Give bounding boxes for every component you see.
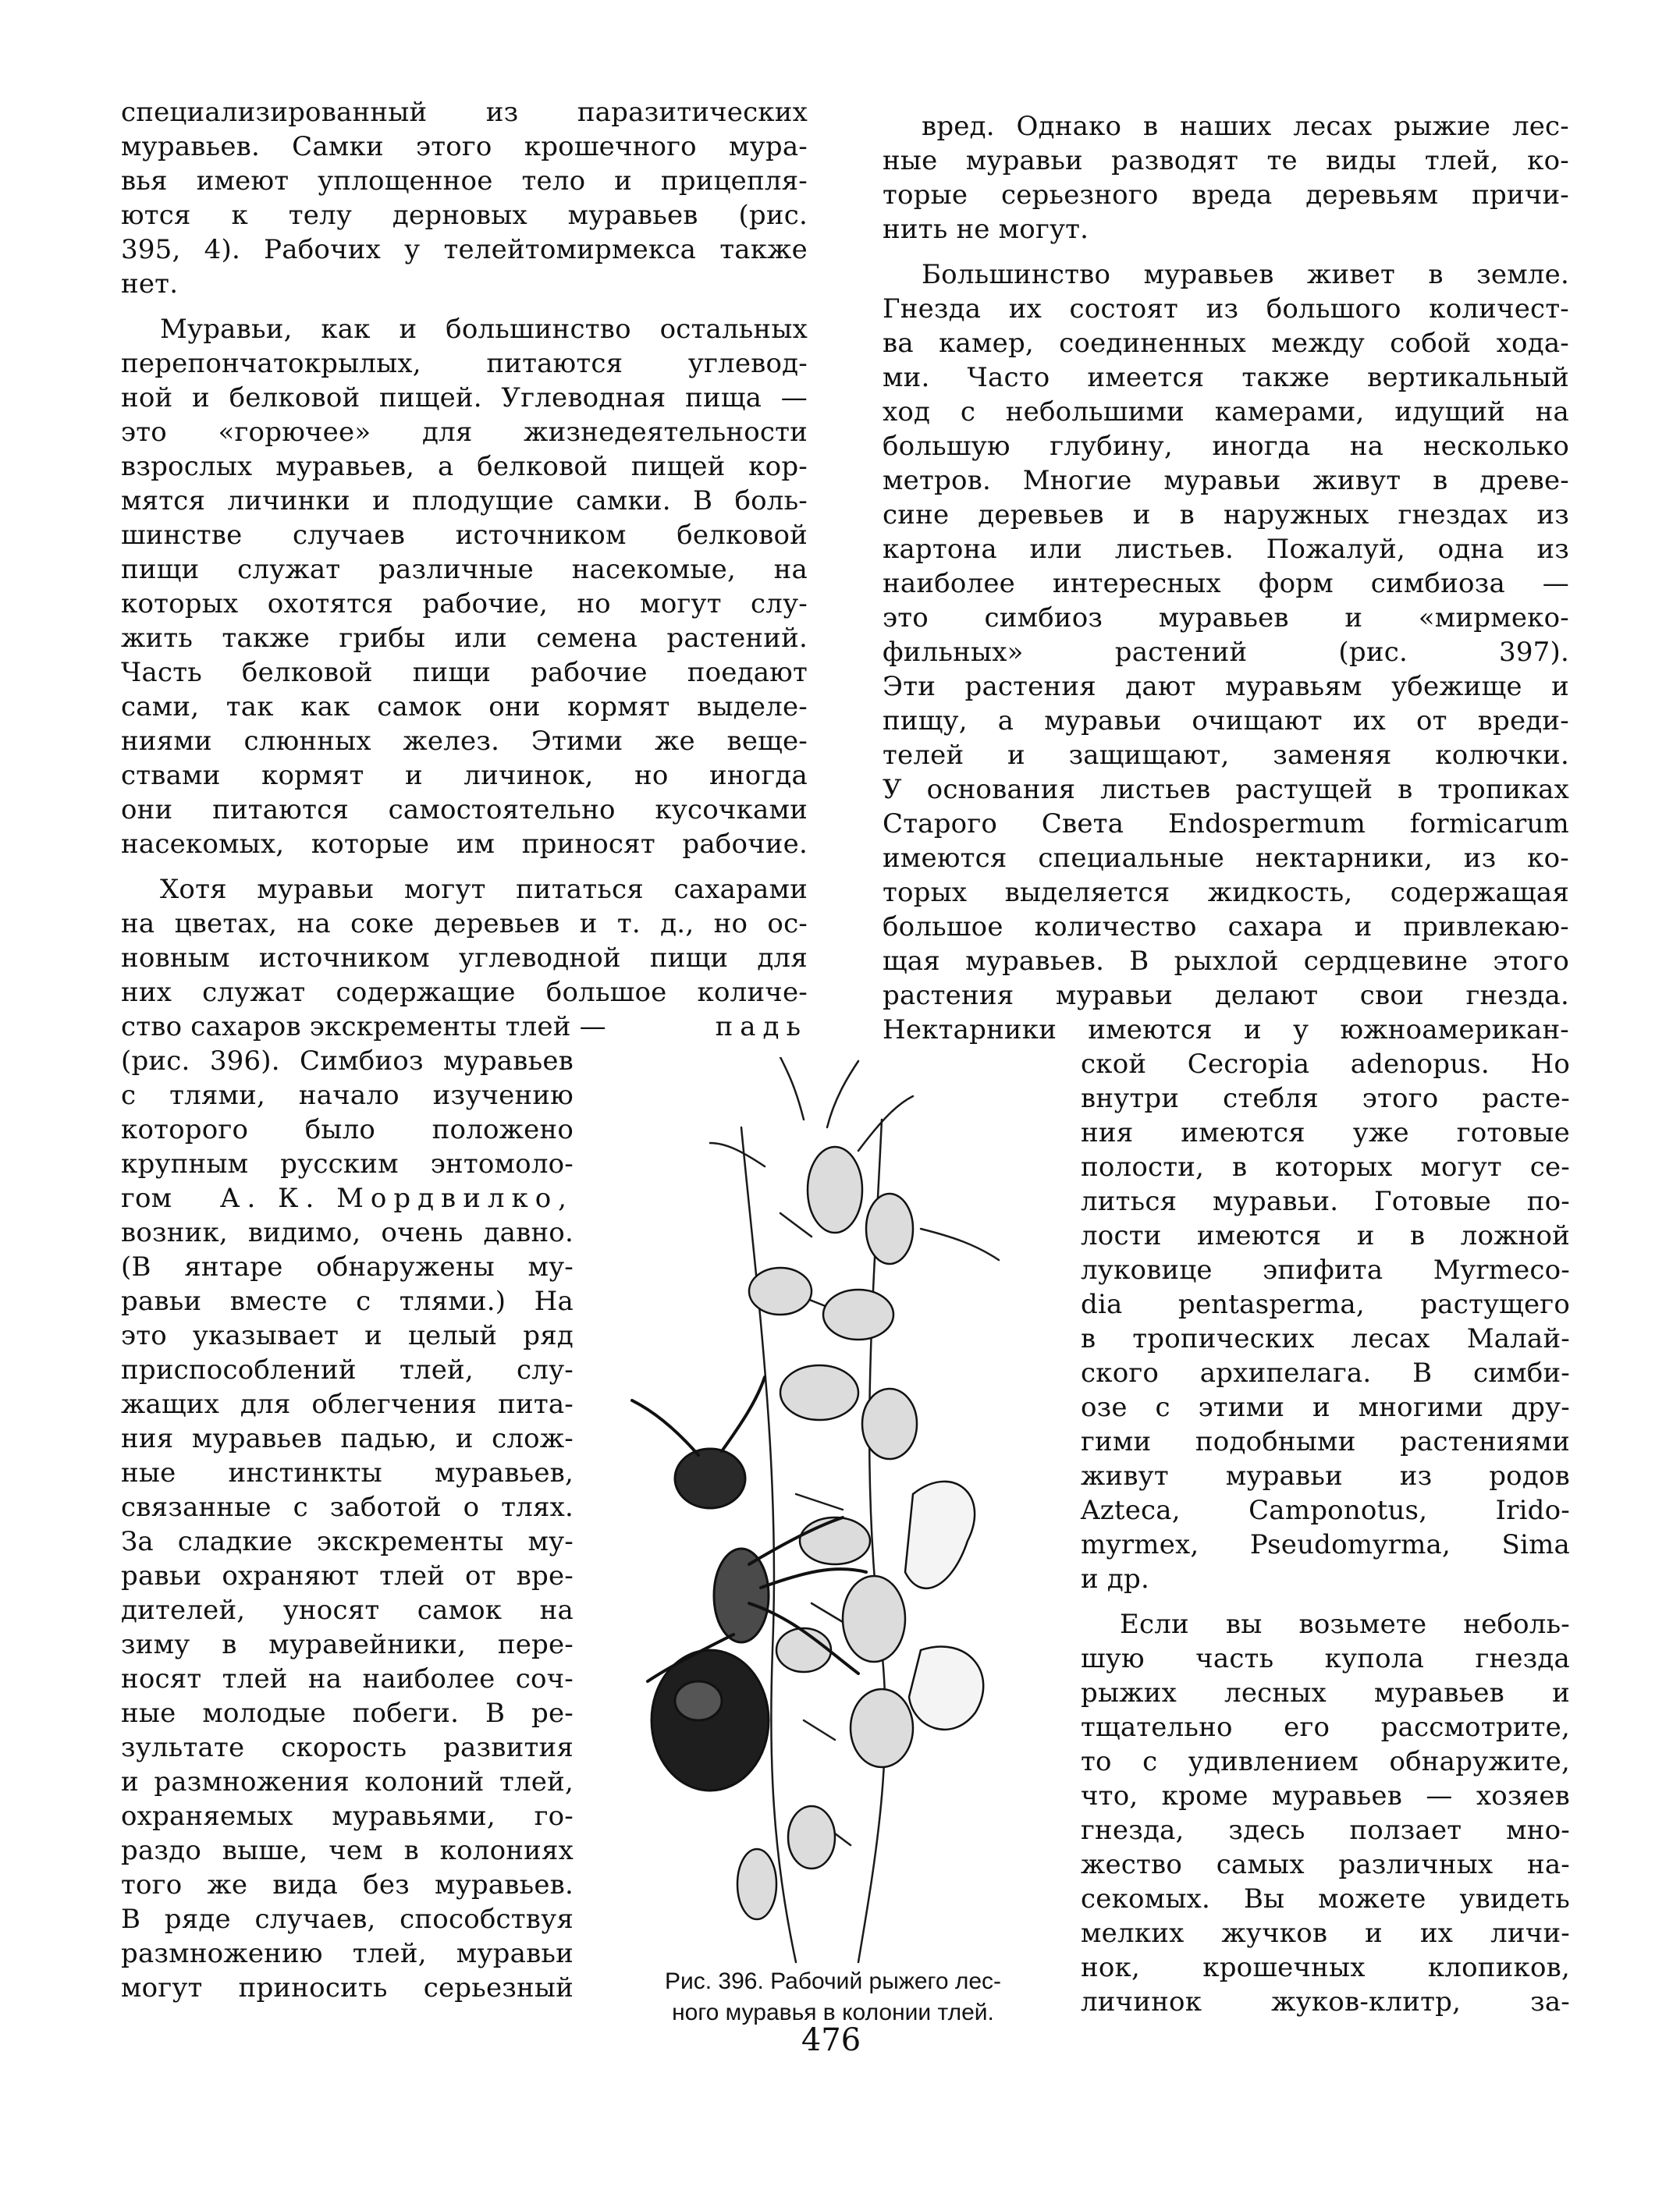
- text-line: ния имеются уже готовые: [1081, 1117, 1570, 1148]
- text-line: секомых. Вы можете увидеть: [1081, 1883, 1570, 1915]
- text-line: они питаются самостоятельно кусочками: [121, 794, 808, 825]
- text-line: равьи охраняют тлей от вре-: [121, 1560, 574, 1592]
- text-line: Хотя муравьи могут питаться сахарами: [160, 874, 808, 905]
- text-line: вред. Однако в наших лесах рыжие лес-: [922, 111, 1569, 142]
- text-line: шую часть купола гнезда: [1081, 1643, 1570, 1674]
- text-line: возник, видимо, очень давно.: [121, 1217, 574, 1248]
- text-line: ми. Часто имеется также вертикальный: [883, 362, 1569, 393]
- text-line: озе с этими и многими дру-: [1081, 1392, 1570, 1423]
- text-line: внутри стебля этого расте-: [1081, 1083, 1570, 1114]
- text-line: что, кроме муравьев — хозяев: [1081, 1780, 1570, 1812]
- text-line: щая муравьев. В рыхлой сердцевине этого: [883, 946, 1569, 977]
- text-line: живут муравьи из родов: [1081, 1461, 1570, 1492]
- text-line: ния муравьев падью, и слож-: [121, 1423, 574, 1454]
- text-line: жащих для облегчения пита-: [121, 1389, 574, 1420]
- text-line: гими подобными растениями: [1081, 1426, 1570, 1457]
- text-line: торые серьезного вреда деревьям причи-: [883, 179, 1569, 211]
- text-line: с тлями, начало изучению: [121, 1080, 574, 1111]
- text-line: За сладкие экскременты му-: [121, 1526, 574, 1557]
- text-line: размножению тлей, муравьи: [121, 1938, 574, 1969]
- text-line: нить не могут.: [883, 214, 1089, 245]
- text-line: ского архипелага. В симби-: [1081, 1358, 1570, 1389]
- figure-caption-line: Рис. 396. Рабочий рыжего лес-: [664, 1968, 1002, 1994]
- text-line: то с удивлением обнаружите,: [1081, 1746, 1570, 1777]
- text-line: имеются специальные нектарники, из ко-: [883, 843, 1569, 874]
- text-line: гнезда, здесь ползает мно-: [1081, 1815, 1570, 1846]
- text-line: них служат содержащие большое количе-: [121, 977, 808, 1008]
- text-line: насекомых, которые им приносят рабочие.: [121, 829, 808, 860]
- text-line: ные муравьи разводят те виды тлей, ко-: [883, 145, 1569, 176]
- text-line: луковице эпифита Myrmeco-: [1081, 1255, 1570, 1286]
- text-line: Большинство муравьев живет в земле.: [922, 259, 1569, 290]
- text-line: взрослых муравьев, а белковой пищей кор-: [121, 451, 808, 482]
- text-line: нет.: [121, 268, 179, 300]
- text-line: это указывает и целый ряд: [121, 1320, 574, 1351]
- text-line: носят тлей на наиболее соч-: [121, 1663, 574, 1695]
- text-line: нок, крошечных клопиков,: [1081, 1952, 1570, 1983]
- text-line: Старого Света Endospermum formicarum: [883, 808, 1569, 839]
- text-line: муравьев. Самки этого крошечного мура-: [121, 131, 808, 162]
- text-line: (В янтаре обнаружены му-: [121, 1251, 574, 1283]
- text-fragment: гом: [121, 1183, 172, 1214]
- text-line: вья имеют уплощенное тело и прицепля-: [121, 165, 808, 197]
- text-line: картона или листьев. Пожалуй, одна из: [883, 534, 1569, 565]
- text-line: телей и защищают, заменяя колючки.: [883, 740, 1569, 771]
- text-line: ются к телу дерновых муравьев (рис.: [121, 200, 808, 231]
- page-number: 476: [801, 2022, 861, 2058]
- ant-aphid-illustration-icon: [624, 1057, 1061, 1966]
- text-line: специализированный из паразитических: [121, 97, 808, 128]
- text-line: дителей, уносят самок на: [121, 1595, 574, 1626]
- text-line: У основания листьев растущей в тропиках: [883, 774, 1569, 805]
- text-line: раздо выше, чем в колониях: [121, 1835, 574, 1866]
- text-line: новным источником углеводной пищи для: [121, 942, 808, 974]
- text-line: крупным русским энтомоло-: [121, 1148, 574, 1180]
- text-line: сине деревьев и в наружных гнездах из: [883, 499, 1569, 531]
- text-line: мятся личинки и плодущие самки. В боль-: [121, 485, 808, 516]
- text-line: пищу, а муравьи очищают их от вреди-: [883, 705, 1569, 737]
- text-line: охраняемых муравьями, го-: [121, 1801, 574, 1832]
- text-line: Если вы возьмете неболь-: [1120, 1609, 1570, 1640]
- text-line: перепончатокрылых, питаются углевод-: [121, 348, 808, 379]
- text-line: полости, в которых могут се-: [1081, 1152, 1570, 1183]
- text-line: Azteca, Camponotus, Irido-: [1081, 1495, 1570, 1526]
- text-line: ской Cecropia adenopus. Но: [1081, 1049, 1570, 1080]
- text-line: сами, так как самок они кормят выделе-: [121, 691, 808, 722]
- text-line: это симбиоз муравьев и «мирмеко-: [883, 602, 1569, 634]
- text-line: шинстве случаев источником белковой: [121, 520, 808, 551]
- text-line: которого было положено: [121, 1114, 574, 1145]
- text-line: ва камер, соединенных между собой хода-: [883, 328, 1569, 359]
- text-line: myrmex, Pseudomyrma, Sima: [1081, 1529, 1570, 1560]
- text-line: метров. Многие муравьи живут в древе-: [883, 465, 1569, 496]
- text-line: это «горючее» для жизнедеятельности: [121, 417, 808, 448]
- text-line: ной и белковой пищей. Углеводная пища —: [121, 382, 808, 414]
- text-line: растения муравьи делают свои гнезда.: [883, 980, 1569, 1011]
- text-line: и др.: [1081, 1564, 1149, 1595]
- text-line: [121, 1181, 574, 1216]
- text-line: (рис. 396). Симбиоз муравьев: [121, 1045, 574, 1077]
- text-line: жество самых различных на-: [1081, 1849, 1570, 1880]
- text-line: Муравьи, как и большинство остальных: [160, 314, 808, 345]
- term-pad: падь: [715, 1011, 808, 1042]
- text-line: Часть белковой пищи рабочие поедают: [121, 657, 808, 688]
- text-line: 395, 4). Рабочих у телейтомирмекса также: [121, 234, 808, 265]
- text-line: тщательно его рассмотрите,: [1081, 1712, 1570, 1743]
- text-line: Нектарники имеются и у южноамерикан-: [883, 1014, 1569, 1045]
- text-line: ствами кормят и личинок, но иногда: [121, 760, 808, 791]
- text-line: [121, 1010, 808, 1044]
- text-line: мелких жучков и их личи-: [1081, 1918, 1570, 1949]
- text-line: литься муравьи. Готовые по-: [1081, 1186, 1570, 1217]
- text-line: ниями слюнных желез. Этими же веще-: [121, 726, 808, 757]
- text-line: dia pentasperma, растущего: [1081, 1289, 1570, 1320]
- text-line: наиболее интересных форм симбиоза —: [883, 568, 1569, 599]
- text-line: В ряде случаев, способствуя: [121, 1904, 574, 1935]
- text-line: зультате скорость развития: [121, 1732, 574, 1763]
- text-line: зиму в муравейники, пере-: [121, 1629, 574, 1660]
- text-line: ход с небольшими камерами, идущий на: [883, 396, 1569, 428]
- text-line: фильных» растений (рис. 397).: [883, 637, 1569, 668]
- author-name: А. К. Мордвилко,: [219, 1183, 574, 1214]
- text-line: жить также грибы или семена растений.: [121, 623, 808, 654]
- text-line: Эти растения дают муравьям убежище и: [883, 671, 1569, 702]
- text-line: и размножения колоний тлей,: [121, 1766, 574, 1798]
- text-line: равьи вместе с тлями.) На: [121, 1286, 574, 1317]
- text-line: которых охотятся рабочие, но могут слу-: [121, 588, 808, 619]
- text-line: приспособлений тлей, слу-: [121, 1354, 574, 1386]
- text-line: большую глубину, иногда на несколько: [883, 431, 1569, 462]
- text-line: на цветах, на соке деревьев и т. д., но ос-: [121, 908, 808, 939]
- text-line: связанные с заботой о тлях.: [121, 1492, 574, 1523]
- text-line: большое количество сахара и привлекаю-: [883, 911, 1569, 942]
- text-line: того же вида без муравьев.: [121, 1869, 574, 1901]
- text-line: личинок жуков-клитр, за-: [1081, 1986, 1570, 2018]
- text-fragment: ство сахаров экскременты тлей —: [121, 1011, 606, 1042]
- text-line: лости имеются и в ложной: [1081, 1220, 1570, 1251]
- figure-caption-line: ного муравья в колонии тлей.: [672, 2000, 994, 2025]
- text-line: рыжих лесных муравьев и: [1081, 1677, 1570, 1709]
- text-line: торых выделяется жидкость, содержащая: [883, 877, 1569, 908]
- text-line: в тропических лесах Малай-: [1081, 1323, 1570, 1354]
- text-line: Гнезда их состоят из большого количест-: [883, 293, 1569, 325]
- text-line: пищи служат различные насекомые, на: [121, 554, 808, 585]
- text-line: ные молодые побеги. В ре-: [121, 1698, 574, 1729]
- text-line: ные инстинкты муравьев,: [121, 1457, 574, 1489]
- figure-ant-aphids: [624, 1057, 1061, 1966]
- text-line: могут приносить серьезный: [121, 1972, 574, 2004]
